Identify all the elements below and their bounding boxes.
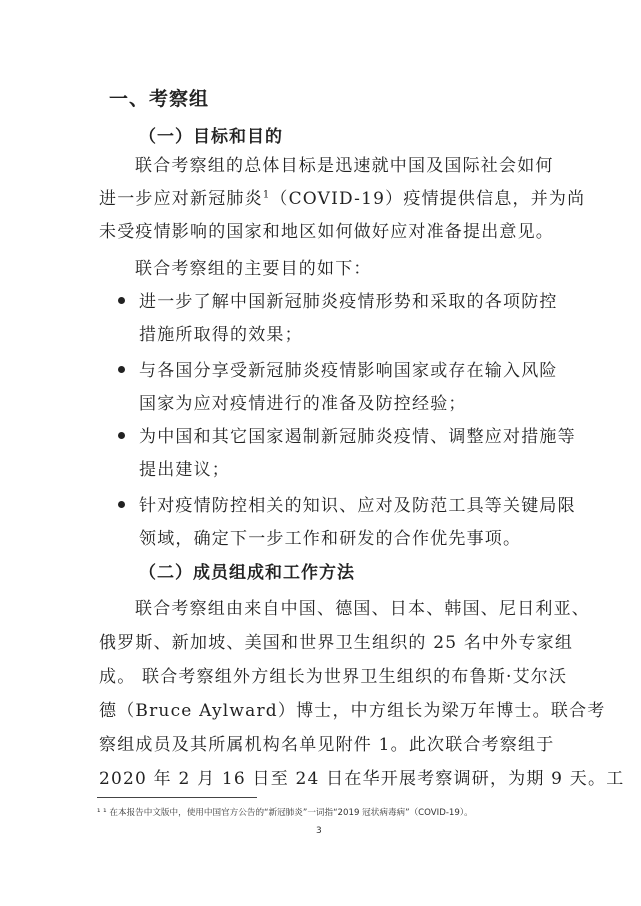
- para3-line1: 联合考察组由来自中国、德国、日本、韩国、尼日利亚、: [135, 599, 590, 619]
- para1-line1: 联合考察组的总体目标是迅速就中国及国际社会如何: [135, 156, 554, 176]
- bullet1-line1: 进一步了解中国新冠肺炎疫情形势和采取的各项防控: [139, 292, 558, 312]
- bullet-dot: [118, 297, 125, 304]
- footnote-rule: [97, 797, 257, 798]
- para3-line6: 2020 年 2 月 16 日至 24 日在华开展考察调研，为期 9 天。工: [99, 769, 625, 789]
- footnote: ¹ ¹ 在本报告中文版中，使用中国官方公告的“新冠肺炎”一词指“2019 冠状病毒病”（COVID-19）。: [97, 808, 473, 818]
- section-title: 一、考察组: [109, 88, 210, 110]
- bullet1-line2: 措施所取得的效果；: [139, 325, 303, 345]
- subsection-title-members: （二）成员组成和工作方法: [139, 563, 355, 583]
- para1-line2-b: （COVID-19）疫情提供信息，并为尚: [270, 189, 586, 209]
- bullet-dot: [118, 432, 125, 439]
- para3-line2: 俄罗斯、新加坡、美国和世界卫生组织的 25 名中外专家组: [99, 633, 574, 653]
- footnote-ref: 1: [262, 189, 271, 201]
- para3-line3: 成。 联合考察组外方组长为世界卫生组织的布鲁斯·艾尔沃: [99, 667, 568, 687]
- bullet2-line1: 与各国分享受新冠肺炎疫情影响国家或存在输入风险: [139, 361, 558, 381]
- bullet4-line1: 针对疫情防控相关的知识、应对及防范工具等关键局限: [139, 496, 576, 516]
- para3-line5: 察组成员及其所属机构名单见附件 1。此次联合考察组于: [99, 735, 555, 755]
- bullet3-line1: 为中国和其它国家遏制新冠肺炎疫情、调整应对措施等: [139, 427, 576, 447]
- bullet2-line2: 国家为应对疫情进行的准备及防控经验；: [139, 394, 467, 414]
- bullet4-line2: 领域，确定下一步工作和研发的合作优先事项。: [139, 529, 522, 549]
- bullet3-line2: 提出建议；: [139, 460, 230, 480]
- bullet-dot: [118, 366, 125, 373]
- para1-line3: 未受疫情影响的国家和地区如何做好应对准备提出意见。: [99, 222, 554, 242]
- page-number: 3: [316, 826, 322, 836]
- para2: 联合考察组的主要目的如下：: [135, 259, 372, 279]
- para3-line4: 德（Bruce Aylward）博士，中方组长为梁万年博士。联合考: [99, 701, 606, 721]
- para1-line2: [99, 184, 585, 209]
- subsection-title-goals: （一）目标和目的: [139, 127, 283, 147]
- para1-line2-a: 进一步应对新冠肺炎: [99, 189, 263, 209]
- bullet-dot: [118, 501, 125, 508]
